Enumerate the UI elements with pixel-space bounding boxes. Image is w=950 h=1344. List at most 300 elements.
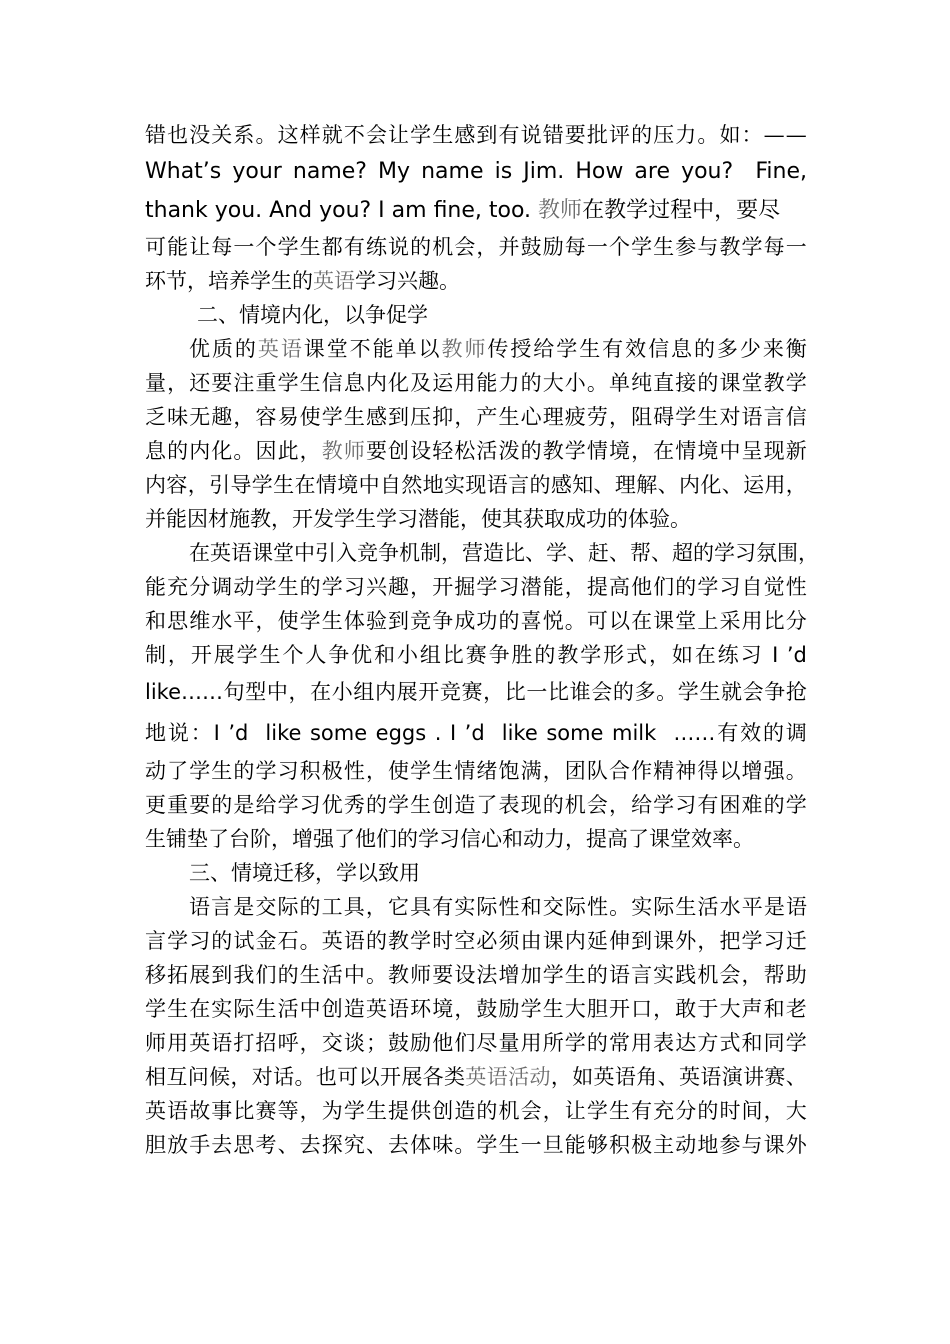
text-segment: 比 [504, 541, 525, 565]
text-segment: 绪 [476, 759, 498, 783]
text-segment: 帮 [630, 541, 651, 565]
text-segment [665, 713, 672, 754]
text-segment: 来 [762, 337, 784, 361]
text-segment: 言 [145, 929, 166, 953]
hyperlink-text[interactable]: 语 [280, 337, 302, 361]
text-segment: 以 [608, 609, 630, 633]
text-segment: 课 [653, 609, 675, 633]
body-text [145, 118, 819, 1162]
text-segment: 授 [510, 337, 532, 361]
text-segment: 队 [586, 759, 608, 783]
text-segment: 生 [675, 895, 697, 919]
text-segment: 内 [189, 439, 211, 463]
text-segment: ’d [786, 643, 807, 667]
text-segment: 交 [255, 895, 277, 919]
text-segment: 学 [145, 997, 166, 1021]
text-segment: 息 [671, 337, 693, 361]
text-segment: 等 [277, 1099, 299, 1123]
text-segment: 学 [677, 680, 699, 704]
text-segment: 能 [372, 337, 394, 361]
text-segment: 语 [785, 895, 807, 919]
text-segment: ： [741, 123, 763, 147]
text-segment: 课 [252, 541, 273, 565]
text-segment: 验 [365, 609, 387, 633]
text-segment: 的 [211, 929, 233, 953]
text-segment: 信 [648, 337, 670, 361]
hyperlink-text[interactable]: 教 [441, 337, 463, 361]
text-segment: 参 [719, 1133, 741, 1157]
text-segment: 动 [233, 575, 255, 599]
text-segment: 个 [255, 235, 277, 259]
text-segment: 用 [741, 609, 763, 633]
text-segment: 比 [548, 680, 570, 704]
text-segment: 习 [735, 541, 756, 565]
text-segment: 生铺垫了台阶，增强了他们的学习信心和动力，提高了课堂效率。 [145, 827, 754, 851]
text-segment: 学 [255, 575, 277, 599]
text-segment: 。 [785, 759, 807, 783]
text-segment: 习 [675, 793, 697, 817]
text-segment: 有 [343, 235, 365, 259]
text-segment: you? [681, 159, 741, 184]
text-line [145, 536, 819, 570]
text-segment: 都 [321, 235, 343, 259]
text-segment: 类 [444, 1065, 466, 1089]
text-segment: 掘 [454, 575, 476, 599]
text-segment: 产 [476, 405, 498, 429]
text-segment: ’d [228, 721, 255, 745]
text-segment: 赛 [465, 643, 487, 667]
text-segment: 生 [564, 963, 586, 987]
text-segment: 的 [233, 759, 255, 783]
text-line [145, 230, 807, 264]
text-segment: 时 [432, 929, 454, 953]
text-segment: 学 [714, 541, 735, 565]
text-segment: 。 [454, 1133, 476, 1157]
text-segment: 优 [351, 643, 373, 667]
text-segment: 理 [614, 473, 636, 497]
text-line [145, 1026, 807, 1060]
text-segment: 须 [498, 929, 520, 953]
text-segment: 解 [636, 473, 658, 497]
text-segment: 到 [211, 963, 233, 987]
text-segment: 言 [631, 963, 653, 987]
text-segment: 练 [717, 643, 739, 667]
text-segment: 、 [277, 1133, 299, 1157]
text-segment: 争 [764, 680, 786, 704]
text-segment: 学 [388, 793, 410, 817]
text-segment: 教 [388, 963, 410, 987]
text-segment: 地 [145, 721, 166, 745]
text-segment: 作 [631, 759, 653, 783]
text-segment: 实 [631, 895, 653, 919]
text-segment: 学 [410, 759, 432, 783]
text-segment: 活 [697, 895, 719, 919]
text-segment: 具 [343, 895, 365, 919]
text-segment: 现 [763, 439, 785, 463]
text-segment: 比 [442, 643, 464, 667]
text-segment: 。 [299, 929, 321, 953]
text-segment: 自 [741, 575, 763, 599]
text-segment: ， [233, 405, 255, 429]
text-segment: 内 [365, 371, 387, 395]
text-line [145, 788, 807, 822]
text-segment: 生 [343, 405, 365, 429]
text-segment: 多 [716, 337, 738, 361]
text-segment: 堂 [273, 541, 294, 565]
text-segment: 教 [719, 235, 741, 259]
hyperlink-text[interactable]: 教师 [538, 198, 583, 223]
text-line [145, 604, 807, 638]
text-segment: 积 [299, 759, 321, 783]
hyperlink-text[interactable]: 英 [465, 1065, 487, 1089]
text-segment: 。 [255, 123, 277, 147]
text-segment: 息 [145, 439, 166, 463]
text-segment: 堂 [741, 371, 763, 395]
hyperlink-text[interactable]: 教 [321, 439, 343, 463]
text-line [145, 1128, 807, 1162]
text-segment: 赶 [588, 541, 609, 565]
text-segment: 生 [365, 1099, 387, 1123]
text-segment: ， [410, 575, 432, 599]
text-segment: 并能因材施教，开发学生学习潜能，使其获取成功的体验。 [145, 507, 691, 531]
text-segment: 英 [321, 929, 343, 953]
text-segment: 供 [410, 1099, 432, 1123]
text-segment: 生 [498, 1133, 520, 1157]
section-heading [145, 856, 807, 890]
text-segment: 内 [145, 473, 166, 497]
text-segment: 生 [167, 997, 189, 1021]
text-segment: 课 [763, 1133, 785, 1157]
text-segment: 具 [410, 895, 432, 919]
text-segment: 泼 [498, 439, 520, 463]
text-segment: 学习兴趣。 [355, 269, 460, 293]
text-segment: 小 [564, 371, 586, 395]
text-segment: 容 [255, 405, 277, 429]
text-segment: 学 [741, 235, 763, 259]
text-segment: 机 [564, 793, 586, 817]
text-segment: 自 [379, 473, 401, 497]
text-segment: 直 [653, 371, 675, 395]
text-segment: 语 [614, 1065, 636, 1089]
text-segment: 性 [785, 575, 807, 599]
text-segment: 感 [550, 473, 572, 497]
text-segment: 接 [675, 371, 697, 395]
text-segment: ， [741, 963, 763, 987]
text-segment: 、 [365, 1133, 387, 1157]
text-segment: 不 [349, 337, 371, 361]
text-segment: 由 [520, 929, 542, 953]
text-segment: ， [167, 643, 189, 667]
text-segment: 交 [321, 1031, 343, 1055]
text-segment: 鼓 [520, 235, 542, 259]
text-segment: 造 [343, 997, 365, 1021]
text-segment: 分 [189, 575, 211, 599]
text-segment: 老 [785, 997, 807, 1021]
text-segment: 比 [763, 609, 785, 633]
text-segment: 用 [520, 1031, 542, 1055]
text-segment: 旦 [542, 1133, 564, 1157]
text-line [145, 502, 807, 536]
text-segment: 话 [273, 1065, 295, 1089]
hyperlink-text[interactable]: 活 [508, 1065, 530, 1089]
text-segment: 中 [358, 473, 380, 497]
text-segment: 有 [631, 1099, 653, 1123]
text-segment: 会 [520, 1099, 542, 1123]
text-segment: 成 [454, 609, 476, 633]
text-segment: 松 [454, 439, 476, 463]
text-segment: 水 [211, 609, 233, 633]
text-line [145, 264, 807, 298]
text-segment: are [634, 159, 677, 184]
text-segment: 机 [697, 963, 719, 987]
text-segment: 压 [653, 123, 675, 147]
text-segment: ， [187, 473, 209, 497]
text-segment: 上 [697, 609, 719, 633]
text-segment: 各 [422, 1065, 444, 1089]
text-segment: 的 [277, 963, 299, 987]
text-segment: 创 [321, 997, 343, 1021]
text-segment: 错 [145, 123, 166, 147]
text-segment: 课 [719, 371, 741, 395]
text-segment: 的 [529, 473, 551, 497]
text-segment: 关 [211, 123, 233, 147]
text-segment: 造 [454, 793, 476, 817]
hyperlink-text[interactable]: 师 [464, 337, 486, 361]
text-segment: ， [542, 1099, 564, 1123]
text-segment: 争 [378, 541, 399, 565]
hyperlink-text[interactable]: 英 [257, 337, 279, 361]
text-segment: ， [653, 997, 675, 1021]
text-segment: 它 [387, 895, 409, 919]
text-segment: 的 [697, 1099, 719, 1123]
text-segment: 中 [343, 963, 365, 987]
text-segment: 机 [498, 1099, 520, 1123]
text-segment: 胆 [145, 1133, 166, 1157]
text-segment: 、 [525, 541, 546, 565]
text-segment: 常 [608, 1031, 630, 1055]
text-segment: 信 [321, 371, 343, 395]
text-segment: 中 [719, 439, 741, 463]
text-segment: 。 [656, 680, 678, 704]
text-segment: 的 [498, 609, 520, 633]
text-segment: 趣 [211, 405, 233, 429]
text-segment: 生 [299, 963, 321, 987]
text-segment: 地 [422, 473, 444, 497]
text-segment: 英 [210, 541, 231, 565]
text-segment: 样 [299, 123, 321, 147]
text-segment: 学 [697, 575, 719, 599]
text-segment: 语 [486, 473, 508, 497]
text-segment: 效 [625, 337, 647, 361]
text-segment: 言 [763, 405, 785, 429]
text-segment: What’s [145, 159, 229, 184]
text-segment: 就 [721, 680, 743, 704]
text-segment: 评 [608, 123, 630, 147]
text-segment: 学 [564, 439, 586, 463]
text-segment: 赛 [461, 680, 483, 704]
text-segment: 间 [741, 1099, 763, 1123]
text-segment: . [434, 721, 449, 745]
text-segment: 运 [432, 371, 454, 395]
text-segment: 批 [586, 123, 608, 147]
text-segment: 、 [721, 473, 743, 497]
text-segment: 饱 [498, 759, 520, 783]
text-segment: 尽 [476, 1031, 498, 1055]
text-segment: 情 [454, 759, 476, 783]
text-line [145, 434, 807, 468]
text-segment: 迁 [785, 929, 807, 953]
text-segment: 去 [211, 1133, 233, 1157]
text-segment: 学 [546, 541, 567, 565]
text-segment: 内 [678, 473, 700, 497]
text-segment: 堂 [326, 337, 348, 361]
text-segment: 生 [432, 123, 454, 147]
text-segment: 主 [653, 1133, 675, 1157]
text-line [145, 570, 807, 604]
text-segment: 用 [631, 1031, 653, 1055]
text-segment: 、 [657, 1065, 679, 1089]
text-segment: 导 [230, 473, 252, 497]
text-segment: 去 [388, 1133, 410, 1157]
text-segment: 多 [634, 680, 656, 704]
text-segment: 语 [189, 895, 210, 919]
text-segment: 实 [444, 473, 466, 497]
text-segment: 学 [542, 963, 564, 987]
text-segment: 如 [572, 1065, 594, 1089]
text-segment: 化 [211, 439, 233, 463]
hyperlink-text[interactable]: 英语 [313, 269, 355, 293]
text-segment: 用 [167, 1031, 189, 1055]
text-segment: 境 [697, 439, 719, 463]
text-segment: 能 [476, 371, 498, 395]
text-segment: 乏 [145, 405, 166, 429]
text-segment: 。 [365, 963, 387, 987]
text-segment: 疲 [564, 405, 586, 429]
text-segment: 让 [189, 235, 211, 259]
text-segment: 。 [586, 371, 608, 395]
text-segment: 、 [651, 541, 672, 565]
text-segment: 学 [785, 1031, 807, 1055]
text-segment: 的 [542, 793, 564, 817]
text-segment: 生 [410, 793, 432, 817]
text-segment: 同 [763, 1031, 785, 1055]
text-segment: 味 [167, 405, 189, 429]
text-segment: 学 [321, 575, 343, 599]
text-segment: ， [288, 680, 310, 704]
text-segment: 比 [504, 680, 526, 704]
text-segment: 励 [498, 997, 520, 1021]
text-segment: 知 [572, 473, 594, 497]
text-segment: 手 [189, 1133, 211, 1157]
text-segment: 的 [612, 680, 634, 704]
text-segment: 事 [211, 1099, 233, 1123]
text-line [145, 468, 807, 502]
text-segment: 胆 [586, 997, 608, 1021]
text-segment: 学 [520, 997, 542, 1021]
text-segment: 展 [189, 963, 211, 987]
text-segment: 每 [763, 235, 785, 259]
text-segment: 。 [609, 895, 631, 919]
text-segment: 运 [743, 473, 765, 497]
text-segment: 实 [653, 963, 675, 987]
text-segment: 生 [579, 337, 601, 361]
text-segment: 小 [331, 680, 353, 704]
text-segment: 是 [233, 793, 255, 817]
text-segment: 学 [675, 405, 697, 429]
text-segment: 于 [697, 997, 719, 1021]
text-segment: 三、情境迁移，学以致用 [189, 861, 420, 885]
text-segment: 放 [167, 1133, 189, 1157]
text-segment: 动 [675, 1133, 697, 1157]
text-segment: 会 [586, 793, 608, 817]
text-segment: 学 [277, 793, 299, 817]
text-segment: 、 [567, 541, 588, 565]
hyperlink-text[interactable]: 师 [343, 439, 365, 463]
text-segment: some [546, 721, 611, 745]
text-segment: 抑 [432, 405, 454, 429]
text-segment: ’d [464, 721, 492, 745]
text-segment: 单 [395, 337, 417, 361]
text-segment: I [772, 643, 785, 667]
text-segment: 式 [719, 1031, 741, 1055]
text-segment: 的 [365, 793, 387, 817]
text-segment: 情 [675, 439, 697, 463]
text-segment: 的 [586, 963, 608, 987]
text-segment: ， [441, 541, 462, 565]
text-segment: 功 [476, 609, 498, 633]
text-segment: 师 [145, 1031, 166, 1055]
text-segment: 习 [740, 643, 762, 667]
text-segment: 大 [785, 1099, 807, 1123]
text-segment: 英 [365, 997, 387, 1021]
text-segment: 给 [533, 337, 555, 361]
text-segment: name [421, 159, 491, 184]
text-segment: 的 [299, 895, 321, 919]
text-segment: 和 [763, 997, 785, 1021]
text-segment: 生 [542, 997, 564, 1021]
text-segment: 石 [277, 929, 299, 953]
text-segment: 相 [145, 1065, 166, 1089]
text-segment: 候 [209, 1065, 231, 1089]
text-segment: 二、情境内化，以争促学 [197, 303, 428, 327]
text-line [145, 822, 807, 856]
text-segment: 英 [189, 1031, 211, 1055]
text-segment: ， [454, 405, 476, 429]
text-segment: 强 [763, 759, 785, 783]
text-segment: 敢 [675, 997, 697, 1021]
text-segment: 如 [719, 123, 741, 147]
text-segment: 习 [763, 929, 785, 953]
text-segment: 给 [255, 793, 277, 817]
hyperlink-text[interactable]: 动 [529, 1065, 551, 1089]
text-line [145, 152, 807, 191]
text-segment: 容 [166, 473, 188, 497]
text-segment: 造 [454, 1099, 476, 1123]
text-segment: 试 [233, 929, 255, 953]
text-segment: 如 [671, 643, 693, 667]
text-segment: 们 [454, 1031, 476, 1055]
text-segment: 动 [145, 759, 166, 783]
text-segment: 和 [520, 895, 542, 919]
text-segment: 阻 [631, 405, 653, 429]
hyperlink-text[interactable]: 语 [486, 1065, 508, 1089]
text-segment: 思 [167, 609, 189, 633]
text-segment: 对 [251, 1065, 273, 1089]
text-segment: 氛 [756, 541, 777, 565]
text-segment: 。 [697, 123, 719, 147]
text-segment: 拓 [167, 963, 189, 987]
text-segment: 喜 [520, 609, 542, 633]
